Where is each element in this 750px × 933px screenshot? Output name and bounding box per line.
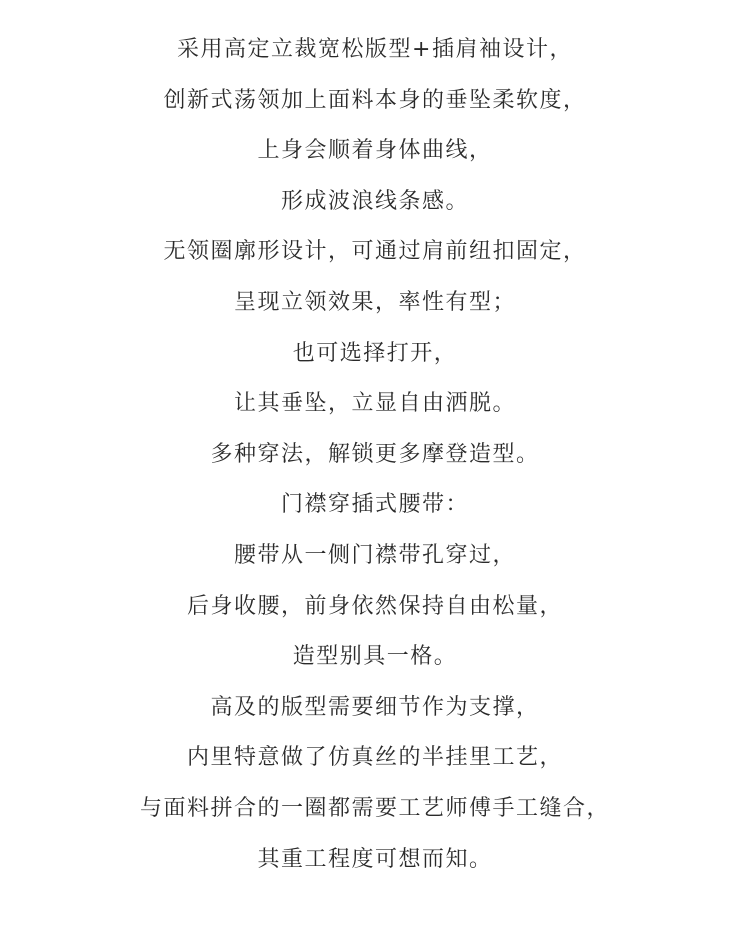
description-line: 让其垂坠，立显自由洒脱。 (233, 391, 516, 417)
description-line: 造型别具一格。 (292, 644, 458, 670)
description-line: 采用高定立裁宽松版型+插肩袖设计， (177, 37, 573, 62)
description-line: 多种穿法，解锁更多摩登造型。 (210, 441, 540, 467)
description-line: 腰带从一侧门襟带孔穿过， (233, 542, 516, 568)
description-line: 与面料拼合的一圈都需要工艺师傅手工缝合， (139, 795, 610, 821)
description-line: 创新式荡领加上面料本身的垂坠柔软度， (163, 87, 587, 113)
description-line: 其重工程度可想而知。 (257, 846, 493, 872)
description-line: 门襟穿插式腰带： (280, 492, 469, 518)
description-line: 后身收腰，前身依然保持自由松量， (186, 593, 563, 619)
description-line: 也可选择打开， (292, 340, 458, 366)
description-line: 高及的版型需要细节作为支撑， (210, 694, 540, 720)
description-line: 形成波浪线条感。 (280, 188, 469, 214)
description-line: 上身会顺着身体曲线， (257, 138, 493, 164)
description-line: 无领圈廓形设计，可通过肩前纽扣固定， (163, 239, 587, 265)
product-description (0, 25, 750, 885)
description-line: 内里特意做了仿真丝的半挂里工艺， (186, 745, 563, 771)
description-line: 呈现立领效果，率性有型； (233, 289, 516, 315)
